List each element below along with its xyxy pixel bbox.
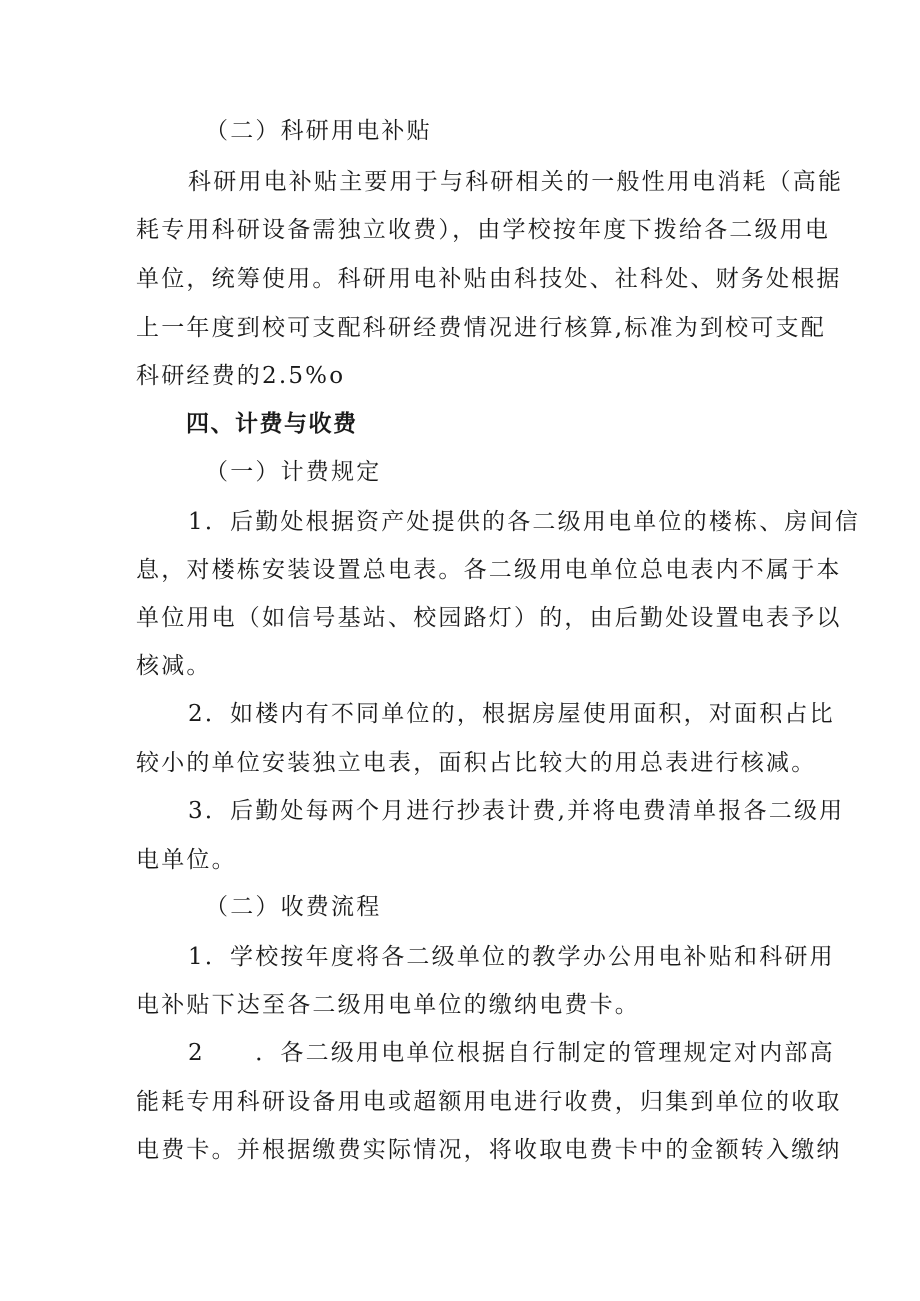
paragraph-line: 科研经费的2.5%o <box>136 363 346 389</box>
subsection-title-research-subsidy: （二）科研用电补贴 <box>205 118 432 144</box>
paragraph-line: 单位，统筹使用。科研用电补贴由科技处、社科处、财务处根据 <box>136 266 842 292</box>
paragraph-line: 3．后勤处每两个月进行抄表计费,并将电费清单报各二级用 <box>188 798 845 824</box>
subsection-title-fee-process: （二）收费流程 <box>205 894 382 920</box>
paragraph-line: 2．如楼内有不同单位的，根据房屋使用面积，对面积占比 <box>188 701 835 727</box>
section-heading-billing: 四、计费与收费 <box>186 411 358 437</box>
paragraph-line: 1．学校按年度将各二级单位的教学办公用电补贴和科研用 <box>188 944 835 970</box>
paragraph-line: 1．后勤处根据资产处提供的各二级用电单位的楼栋、房间信 <box>188 509 861 535</box>
paragraph-line: 上一年度到校可支配科研经费情况进行核算,标准为到校可支配 <box>136 315 826 341</box>
paragraph-line: 电补贴下达至各二级用电单位的缴纳电费卡。 <box>136 992 640 1018</box>
paragraph-line: 核减。 <box>136 653 212 679</box>
paragraph-line: 息，对楼栋安装设置总电表。各二级用电单位总电表内不属于本 <box>136 557 842 583</box>
paragraph-line: 2 ．各二级用电单位根据自行制定的管理规定对内部高 <box>188 1040 835 1066</box>
paragraph-line: 能耗专用科研设备用电或超额用电进行收费，归集到单位的收取 <box>136 1089 842 1115</box>
paragraph-line: 耗专用科研设备需独立收费），由学校按年度下拨给各二级用电 <box>136 217 831 243</box>
paragraph-line: 电费卡。并根据缴费实际情况，将收取电费卡中的金额转入缴纳 <box>136 1137 842 1163</box>
paragraph-line: 较小的单位安装独立电表，面积占比较大的用总表进行核减。 <box>136 750 817 776</box>
paragraph-line: 科研用电补贴主要用于与科研相关的一般性用电消耗（高能 <box>188 169 844 195</box>
subsection-title-billing-rules: （一）计费规定 <box>205 459 382 485</box>
paragraph-line: 单位用电（如信号基站、校园路灯）的，由后勤处设置电表予以 <box>136 605 842 631</box>
paragraph-line: 电单位。 <box>136 847 237 873</box>
